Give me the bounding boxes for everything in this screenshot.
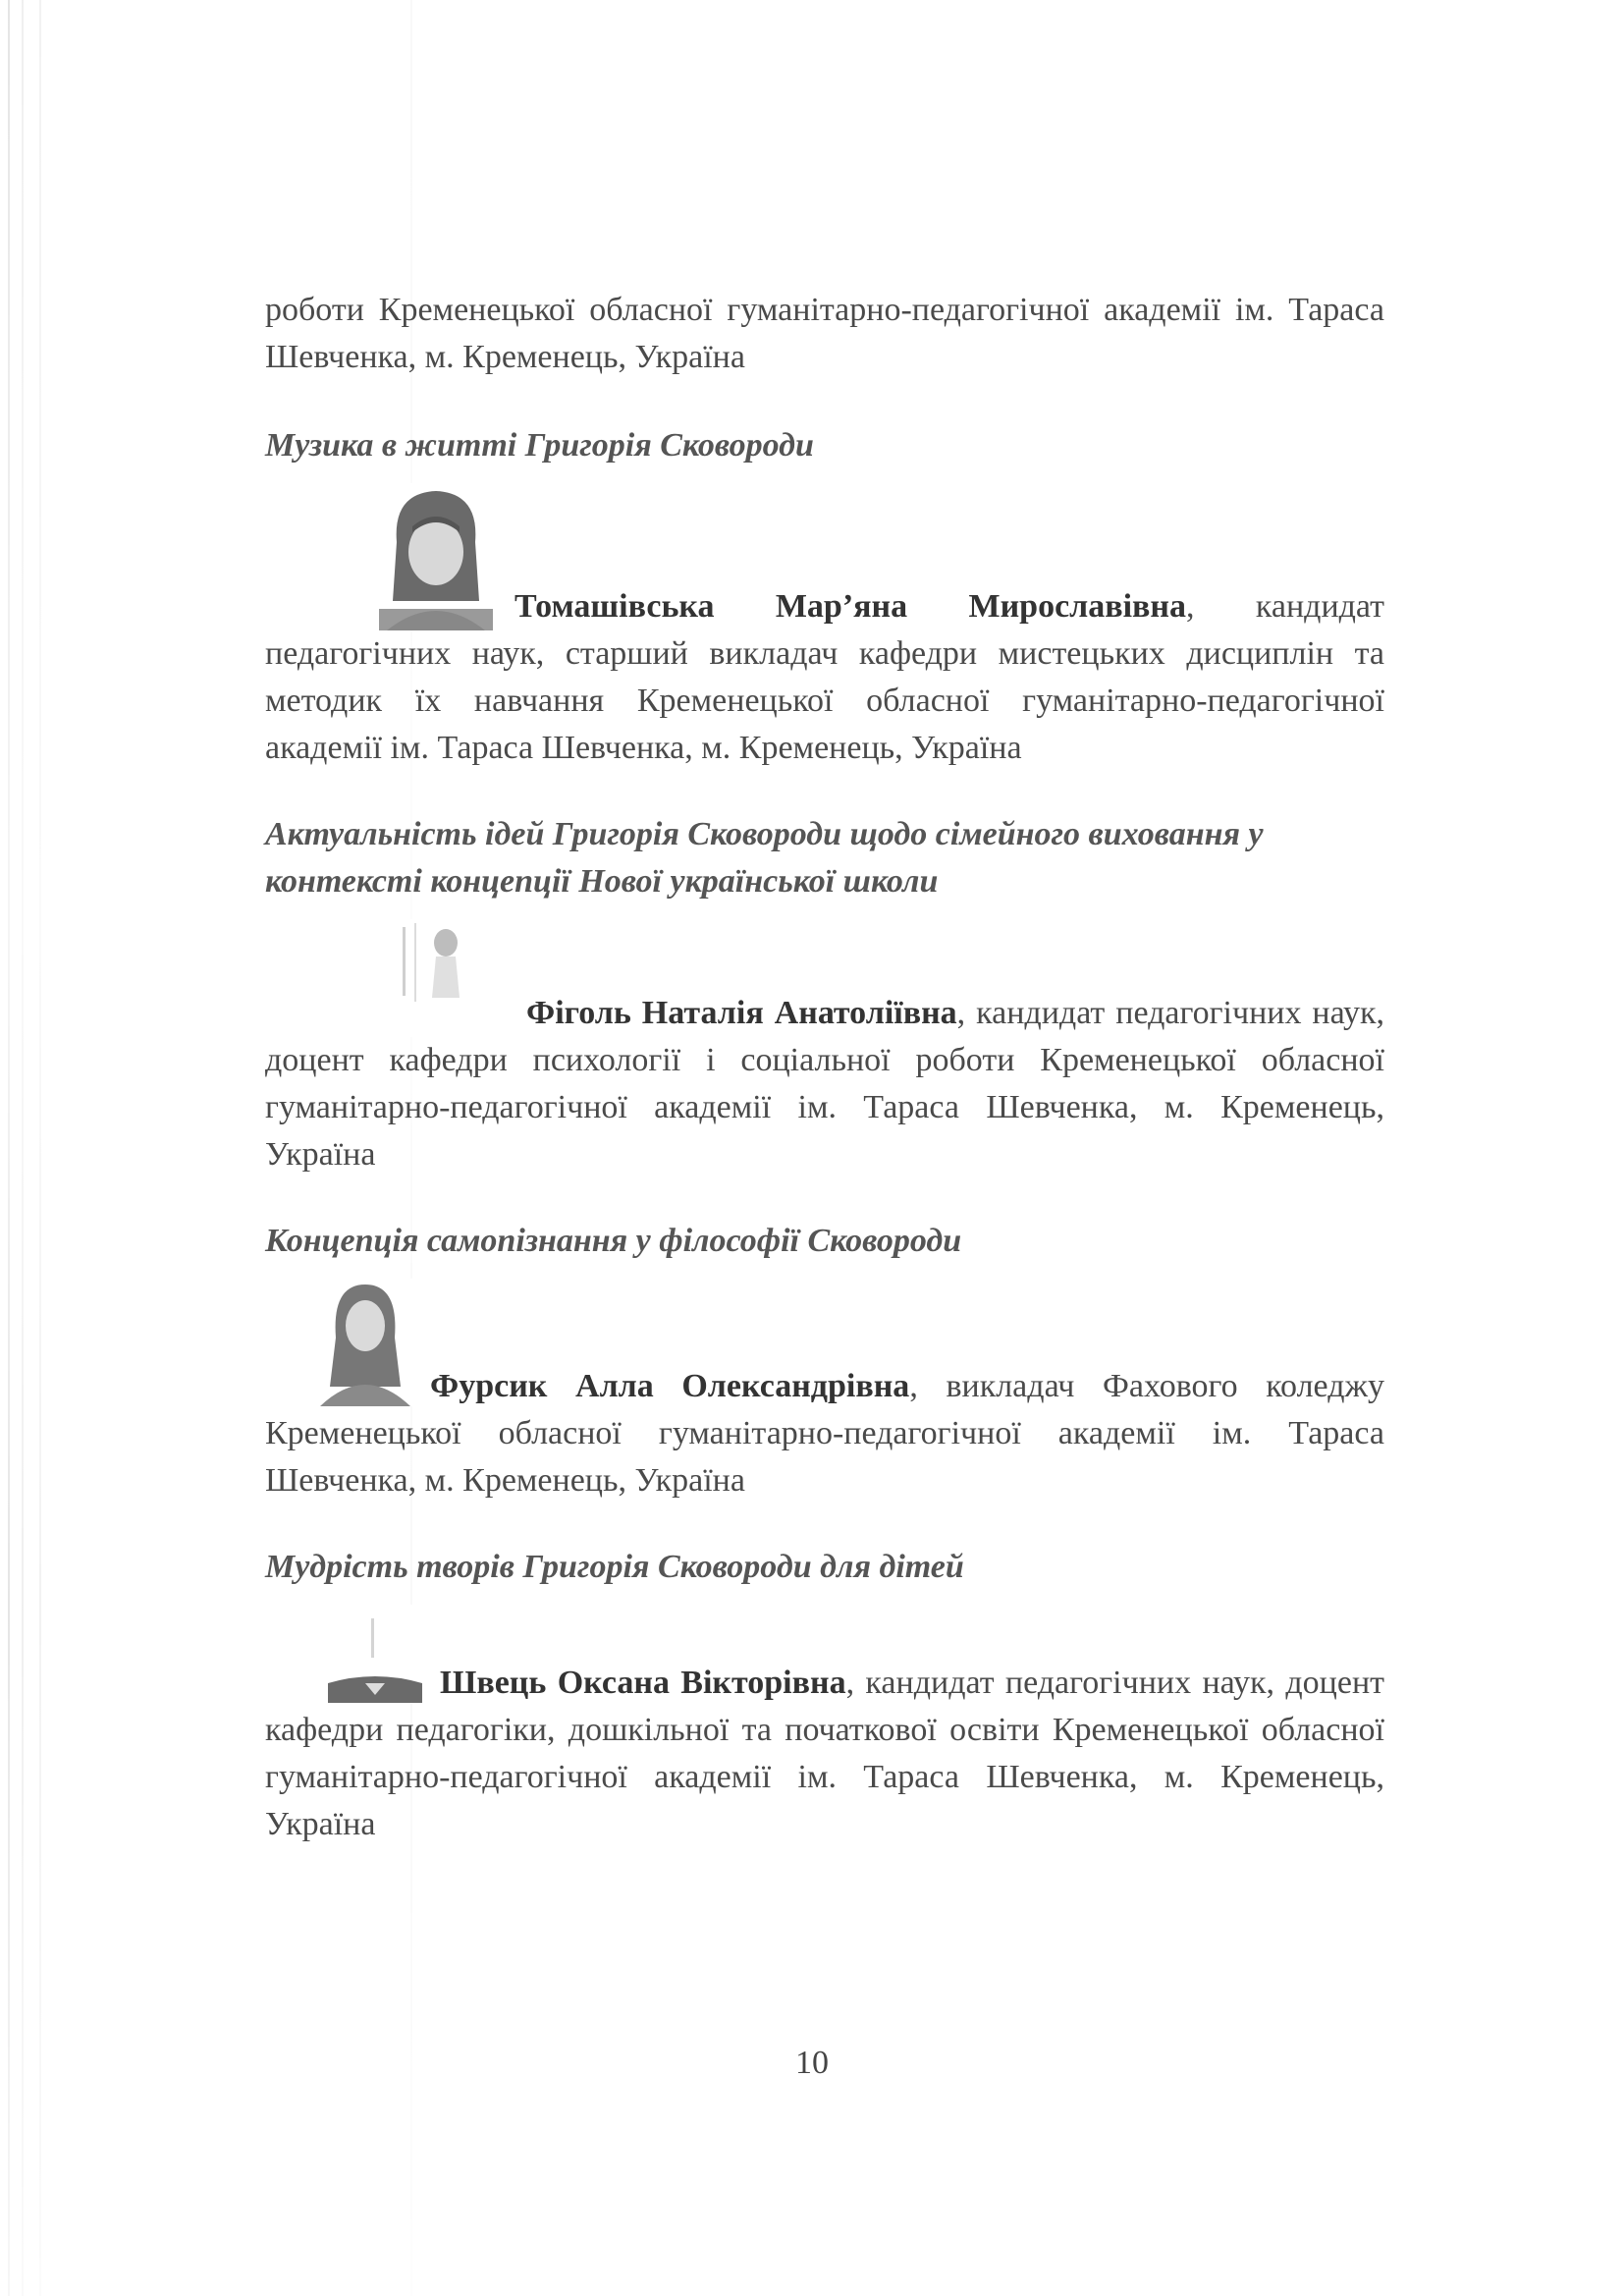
- author-photo: [363, 919, 511, 1037]
- entry-title: Мудрість творів Григорія Сковороди для дітей: [265, 1549, 964, 1585]
- author-block: [265, 1605, 1384, 1848]
- scan-streak: [22, 0, 24, 2296]
- scan-streak: [39, 0, 41, 2296]
- author-info: , кандидат педагогічних наук, старший викладач кафедри мистецьких дисциплін та методик їх навчання Кременецької обласної гуманітарно-педагогічної академії ім. Тараса Шевченка, м. Кременець, Україна: [265, 588, 1385, 766]
- entry-title: Концепція самопізнання у філософії Сковороди: [265, 1223, 962, 1259]
- entry-title: Актуальність ідей Григорія Сковороди щодо сімейного виховання у контексті концепції Нової української школи: [265, 816, 1264, 900]
- content: [265, 287, 1384, 1848]
- author-name: Фурсик Алла Олександрівна: [430, 1368, 910, 1404]
- author-name: Томашівська Мар’яна Мирославівна: [514, 588, 1187, 625]
- author-photo: [326, 1605, 424, 1703]
- author-photo: [373, 483, 499, 630]
- intro-text: роботи Кременецької обласної гуманітарно-педагогічної академії ім. Тараса Шевченка, м. Кременець, Україна: [265, 292, 1384, 375]
- scan-streak: [8, 0, 10, 2296]
- author-name: Фіголь Наталія Анатоліївна: [526, 995, 957, 1031]
- author-block: [265, 919, 1384, 1178]
- author-block: [265, 1279, 1384, 1504]
- author-info: , кандидат педагогічних наук, доцент кафедри психології і соціальної роботи Кременецької обласної гуманітарно-педагогічної академії ім. Тараса Шевченка, м. Кременець, Україна: [265, 995, 1384, 1173]
- author-name: Швець Оксана Вікторівна: [440, 1665, 846, 1701]
- author-info: , викладач Фахового коледжу Кременецької обласної гуманітарно-педагогічної академії ім. Тараса Шевченка, м. Кременець, Україна: [265, 1368, 1384, 1499]
- author-block: [265, 483, 1384, 772]
- author-photo: [316, 1279, 414, 1406]
- page-number: 10: [795, 2045, 829, 2081]
- entry-title: Музика в житті Григорія Сковороди: [265, 427, 814, 464]
- author-info: , кандидат педагогічних наук, доцент кафедри педагогіки, дошкільної та початкової освіти Кременецької обласної гуманітарно-педагогічної академії ім. Тараса Шевченка, м. Кременець, Україна: [265, 1665, 1385, 1842]
